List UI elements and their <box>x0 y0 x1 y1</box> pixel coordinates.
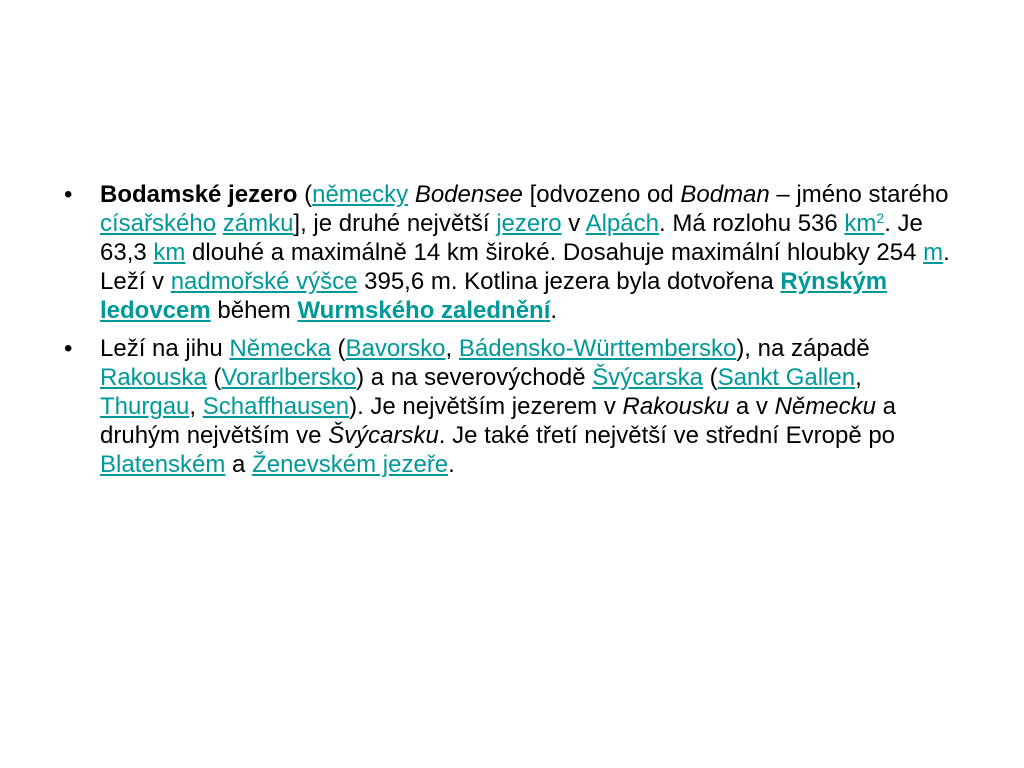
link-alpach[interactable]: Alpách <box>585 210 659 237</box>
term-bodman: Bodman <box>680 181 770 208</box>
text <box>408 181 415 208</box>
text: ( <box>702 364 718 391</box>
link-nemecka[interactable]: Německa <box>229 335 331 362</box>
text: . Je také třetí největší ve střední Evropě po <box>438 422 896 449</box>
text: Leží na jihu <box>100 335 230 362</box>
text: . <box>550 297 558 324</box>
link-cisarskeho[interactable]: císařského <box>100 210 217 237</box>
text: ( <box>330 335 346 362</box>
term-bodensee: Bodensee <box>414 181 523 208</box>
text: , <box>855 364 862 391</box>
text: ). Je největším jezerem v <box>349 393 623 420</box>
bullet-item-location <box>60 334 960 479</box>
text: a v <box>729 393 775 420</box>
term-rakousku: Rakousku <box>622 393 730 420</box>
text: a druhým největším ve <box>100 393 896 449</box>
text: [odvozeno od <box>522 181 681 208</box>
superscript-2: 2 <box>876 210 885 226</box>
term-nemecku: Německu <box>774 393 876 420</box>
text: . Leží v <box>100 239 950 295</box>
link-vorarlbersko[interactable]: Vorarlbersko <box>221 364 357 391</box>
text: 395,6 m. Kotlina jezera byla dotvořena <box>357 268 781 295</box>
bullet-list <box>60 180 960 488</box>
link-wurmskeho-zaledneni[interactable]: Wurmského zalednění <box>297 297 551 324</box>
link-jezero[interactable]: jezero <box>496 210 562 237</box>
text <box>216 210 223 237</box>
bullet-marker: • <box>64 181 73 208</box>
term-svycarsku: Švýcarsku <box>328 422 439 449</box>
link-km2[interactable] <box>844 210 884 237</box>
link-sankt-gallen[interactable]: Sankt Gallen <box>717 364 856 391</box>
link-km2-text: km <box>844 210 877 237</box>
text: – jméno starého <box>769 181 949 208</box>
bullet-marker: • <box>64 335 73 362</box>
term-title: Bodamské jezero <box>100 181 298 208</box>
text: v <box>561 210 586 237</box>
text: a <box>225 451 253 478</box>
text: během <box>210 297 298 324</box>
text: . Je 63,3 <box>100 210 923 266</box>
link-badensko-wurttembersko[interactable]: Bádensko-Württembersko <box>458 335 737 362</box>
link-svycarska[interactable]: Švýcarska <box>592 364 703 391</box>
text: . Má rozlohu 536 <box>658 210 845 237</box>
link-nemecky[interactable]: německy <box>312 181 409 208</box>
text: ], je druhé největší <box>293 210 497 237</box>
link-schaffhausen[interactable]: Schaffhausen <box>202 393 350 420</box>
link-km[interactable]: km <box>153 239 186 266</box>
link-thurgau[interactable]: Thurgau <box>100 393 190 420</box>
text: ( <box>206 364 222 391</box>
link-zamku[interactable]: zámku <box>222 210 294 237</box>
link-rynskym-ledovcem[interactable]: Rýnským ledovcem <box>100 268 888 324</box>
text: ) a na severovýchodě <box>356 364 593 391</box>
link-nadmorske-vysce[interactable]: nadmořské výšce <box>170 268 358 295</box>
text: dlouhé a maximálně 14 km široké. Dosahuje maximální hloubky 254 <box>185 239 924 266</box>
text: . <box>448 451 455 478</box>
text: , <box>445 335 459 362</box>
text: ( <box>297 181 313 208</box>
link-rakouska[interactable]: Rakouska <box>100 364 207 391</box>
bullet-item-bodamske-jezero <box>60 180 960 325</box>
link-blatenskem[interactable]: Blatenském <box>100 451 226 478</box>
link-zenevskem-jezere[interactable]: Ženevském jezeře <box>252 451 449 478</box>
link-m[interactable]: m <box>923 239 944 266</box>
link-bavorsko[interactable]: Bavorsko <box>345 335 446 362</box>
text: ), na západě <box>736 335 870 362</box>
text: , <box>189 393 203 420</box>
